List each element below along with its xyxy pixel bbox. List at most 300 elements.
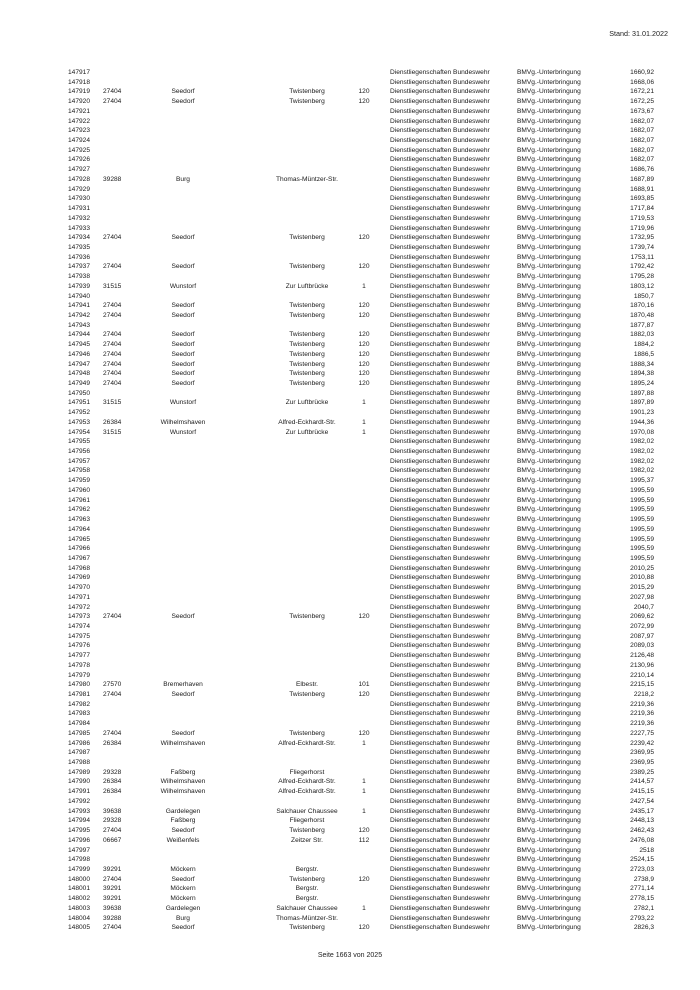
usage-cell: BMVg.-Unterbringung bbox=[517, 156, 581, 164]
area-value-cell: 1682,07 bbox=[630, 146, 654, 154]
table-row bbox=[68, 107, 668, 117]
usage-cell: BMVg.-Unterbringung bbox=[517, 632, 581, 640]
house-number-cell: 1 bbox=[362, 807, 366, 815]
usage-cell: BMVg.-Unterbringung bbox=[517, 661, 581, 669]
area-value-cell: 1870,16 bbox=[630, 302, 654, 310]
table-row bbox=[68, 816, 668, 826]
row-id-cell: 147962 bbox=[68, 506, 91, 514]
property-type-cell: Dienstliegenschaften Bundeswehr bbox=[390, 195, 490, 203]
property-type-cell: Dienstliegenschaften Bundeswehr bbox=[390, 448, 490, 456]
area-value-cell: 2782,1 bbox=[633, 904, 654, 912]
usage-cell: BMVg.-Unterbringung bbox=[517, 856, 581, 864]
usage-cell: BMVg.-Unterbringung bbox=[517, 302, 581, 310]
area-value-cell: 1795,28 bbox=[630, 273, 654, 281]
row-id-cell: 147948 bbox=[68, 370, 91, 378]
street-cell: Salchauer Chaussee bbox=[276, 904, 338, 912]
city-cell: Bremerhaven bbox=[163, 681, 203, 689]
usage-cell: BMVg.-Unterbringung bbox=[517, 593, 581, 601]
table-row bbox=[68, 340, 668, 350]
row-id-cell: 147972 bbox=[68, 603, 91, 611]
usage-cell: BMVg.-Unterbringung bbox=[517, 214, 581, 222]
usage-cell: BMVg.-Unterbringung bbox=[517, 797, 581, 805]
house-number-cell: 120 bbox=[358, 263, 370, 271]
postal-code-cell: 27404 bbox=[103, 341, 122, 349]
table-row bbox=[68, 418, 668, 428]
area-value-cell: 1672,21 bbox=[630, 88, 654, 96]
area-value-cell: 1686,76 bbox=[630, 166, 654, 174]
usage-cell: BMVg.-Unterbringung bbox=[517, 817, 581, 825]
property-type-cell: Dienstliegenschaften Bundeswehr bbox=[390, 438, 490, 446]
row-id-cell: 147930 bbox=[68, 195, 91, 203]
area-value-cell: 1668,06 bbox=[630, 78, 654, 86]
usage-cell: BMVg.-Unterbringung bbox=[517, 720, 581, 728]
property-type-cell: Dienstliegenschaften Bundeswehr bbox=[390, 554, 490, 562]
table-row bbox=[68, 165, 668, 175]
street-cell: Bergstr. bbox=[295, 865, 319, 873]
table-row bbox=[68, 904, 668, 914]
area-value-cell: 1995,59 bbox=[630, 516, 654, 524]
house-number-cell: 120 bbox=[358, 350, 370, 358]
street-cell: Twistenberg bbox=[289, 360, 325, 368]
row-id-cell: 147977 bbox=[68, 652, 91, 660]
street-cell: Thomas-Müntzer-Str. bbox=[276, 175, 338, 183]
area-value-cell: 2015,29 bbox=[630, 584, 654, 592]
property-type-cell: Dienstliegenschaften Bundeswehr bbox=[390, 224, 490, 232]
property-type-cell: Dienstliegenschaften Bundeswehr bbox=[390, 88, 490, 96]
row-id-cell: 147939 bbox=[68, 282, 91, 290]
city-cell: Seedorf bbox=[171, 827, 195, 835]
usage-cell: BMVg.-Unterbringung bbox=[517, 234, 581, 242]
table-row bbox=[68, 253, 668, 263]
area-value-cell: 1897,89 bbox=[630, 399, 654, 407]
property-type-cell: Dienstliegenschaften Bundeswehr bbox=[390, 836, 490, 844]
usage-cell: BMVg.-Unterbringung bbox=[517, 535, 581, 543]
city-cell: Möckern bbox=[170, 885, 196, 893]
row-id-cell: 147929 bbox=[68, 185, 91, 193]
area-value-cell: 2087,97 bbox=[630, 632, 654, 640]
city-cell: Seedorf bbox=[171, 350, 195, 358]
usage-cell: BMVg.-Unterbringung bbox=[517, 341, 581, 349]
usage-cell: BMVg.-Unterbringung bbox=[517, 166, 581, 174]
table-row bbox=[68, 476, 668, 486]
usage-cell: BMVg.-Unterbringung bbox=[517, 788, 581, 796]
property-type-cell: Dienstliegenschaften Bundeswehr bbox=[390, 243, 490, 251]
usage-cell: BMVg.-Unterbringung bbox=[517, 311, 581, 319]
area-value-cell: 1995,59 bbox=[630, 506, 654, 514]
usage-cell: BMVg.-Unterbringung bbox=[517, 836, 581, 844]
property-type-cell: Dienstliegenschaften Bundeswehr bbox=[390, 875, 490, 883]
usage-cell: BMVg.-Unterbringung bbox=[517, 467, 581, 475]
city-cell: Seedorf bbox=[171, 88, 195, 96]
area-value-cell: 1682,07 bbox=[630, 117, 654, 125]
table-row bbox=[68, 311, 668, 321]
property-type-cell: Dienstliegenschaften Bundeswehr bbox=[390, 584, 490, 592]
property-type-cell: Dienstliegenschaften Bundeswehr bbox=[390, 564, 490, 572]
house-number-cell: 120 bbox=[358, 311, 370, 319]
usage-cell: BMVg.-Unterbringung bbox=[517, 496, 581, 504]
property-type-cell: Dienstliegenschaften Bundeswehr bbox=[390, 98, 490, 106]
usage-cell: BMVg.-Unterbringung bbox=[517, 681, 581, 689]
postal-code-cell: 06667 bbox=[103, 836, 122, 844]
city-cell: Wunstorf bbox=[169, 282, 197, 290]
property-type-cell: Dienstliegenschaften Bundeswehr bbox=[390, 205, 490, 213]
area-value-cell: 2219,36 bbox=[630, 720, 654, 728]
area-value-cell: 1897,88 bbox=[630, 389, 654, 397]
property-type-cell: Dienstliegenschaften Bundeswehr bbox=[390, 622, 490, 630]
table-row bbox=[68, 700, 668, 710]
postal-code-cell: 27404 bbox=[103, 350, 122, 358]
property-type-cell: Dienstliegenschaften Bundeswehr bbox=[390, 778, 490, 786]
row-id-cell: 147934 bbox=[68, 234, 91, 242]
street-cell: Bergstr. bbox=[295, 895, 319, 903]
postal-code-cell: 26384 bbox=[103, 739, 122, 747]
table-row bbox=[68, 875, 668, 885]
city-cell: Seedorf bbox=[171, 613, 195, 621]
postal-code-cell: 26384 bbox=[103, 788, 122, 796]
area-value-cell: 2369,95 bbox=[630, 759, 654, 767]
table-row bbox=[68, 126, 668, 136]
usage-cell: BMVg.-Unterbringung bbox=[517, 69, 581, 76]
property-type-cell: Dienstliegenschaften Bundeswehr bbox=[390, 506, 490, 514]
row-id-cell: 147974 bbox=[68, 622, 91, 630]
house-number-cell: 120 bbox=[358, 924, 370, 932]
usage-cell: BMVg.-Unterbringung bbox=[517, 438, 581, 446]
usage-cell: BMVg.-Unterbringung bbox=[517, 700, 581, 708]
usage-cell: BMVg.-Unterbringung bbox=[517, 282, 581, 290]
table-row bbox=[68, 398, 668, 408]
usage-cell: BMVg.-Unterbringung bbox=[517, 904, 581, 912]
row-id-cell: 147955 bbox=[68, 438, 91, 446]
postal-code-cell: 26384 bbox=[103, 778, 122, 786]
postal-code-cell: 31515 bbox=[103, 399, 122, 407]
usage-cell: BMVg.-Unterbringung bbox=[517, 622, 581, 630]
table-row bbox=[68, 437, 668, 447]
table-row bbox=[68, 709, 668, 719]
area-value-cell: 2369,95 bbox=[630, 749, 654, 757]
usage-cell: BMVg.-Unterbringung bbox=[517, 652, 581, 660]
table-row bbox=[68, 894, 668, 904]
postal-code-cell: 39638 bbox=[103, 807, 122, 815]
area-value-cell: 1753,11 bbox=[630, 253, 654, 261]
row-id-cell: 147942 bbox=[68, 311, 91, 319]
postal-code-cell: 27404 bbox=[103, 827, 122, 835]
area-value-cell: 2389,25 bbox=[630, 768, 654, 776]
house-number-cell: 120 bbox=[358, 613, 370, 621]
table-row bbox=[68, 204, 668, 214]
table-row bbox=[68, 350, 668, 360]
area-value-cell: 1688,91 bbox=[630, 185, 654, 193]
property-type-cell: Dienstliegenschaften Bundeswehr bbox=[390, 127, 490, 135]
table-row bbox=[68, 544, 668, 554]
city-cell: Seedorf bbox=[171, 370, 195, 378]
row-id-cell: 147991 bbox=[68, 788, 91, 796]
area-value-cell: 2219,36 bbox=[630, 700, 654, 708]
row-id-cell: 147982 bbox=[68, 700, 91, 708]
street-cell: Alfred-Eckhardt-Str. bbox=[278, 739, 336, 747]
area-value-cell: 2219,36 bbox=[630, 710, 654, 718]
row-id-cell: 147989 bbox=[68, 768, 91, 776]
postal-code-cell: 27404 bbox=[103, 263, 122, 271]
table-row bbox=[68, 496, 668, 506]
usage-cell: BMVg.-Unterbringung bbox=[517, 263, 581, 271]
usage-cell: BMVg.-Unterbringung bbox=[517, 807, 581, 815]
row-id-cell: 147933 bbox=[68, 224, 91, 232]
area-value-cell: 1739,74 bbox=[630, 243, 654, 251]
property-type-cell: Dienstliegenschaften Bundeswehr bbox=[390, 914, 490, 922]
area-value-cell: 2778,15 bbox=[630, 895, 654, 903]
area-value-cell: 2414,57 bbox=[630, 778, 654, 786]
table-row bbox=[68, 505, 668, 515]
table-row bbox=[68, 360, 668, 370]
property-type-cell: Dienstliegenschaften Bundeswehr bbox=[390, 545, 490, 553]
row-id-cell: 147950 bbox=[68, 389, 91, 397]
property-type-cell: Dienstliegenschaften Bundeswehr bbox=[390, 302, 490, 310]
row-id-cell: 147922 bbox=[68, 117, 91, 125]
usage-cell: BMVg.-Unterbringung bbox=[517, 729, 581, 737]
house-number-cell: 1 bbox=[362, 282, 366, 290]
property-type-cell: Dienstliegenschaften Bundeswehr bbox=[390, 78, 490, 86]
street-cell: Twistenberg bbox=[289, 827, 325, 835]
area-value-cell: 1719,96 bbox=[630, 224, 654, 232]
street-cell: Twistenberg bbox=[289, 350, 325, 358]
usage-cell: BMVg.-Unterbringung bbox=[517, 127, 581, 135]
table-row bbox=[68, 564, 668, 574]
table-row bbox=[68, 224, 668, 234]
table-row bbox=[68, 777, 668, 787]
city-cell: Seedorf bbox=[171, 234, 195, 242]
row-id-cell: 147937 bbox=[68, 263, 91, 271]
property-type-cell: Dienstliegenschaften Bundeswehr bbox=[390, 700, 490, 708]
usage-cell: BMVg.-Unterbringung bbox=[517, 137, 581, 145]
row-id-cell: 147965 bbox=[68, 535, 91, 543]
row-id-cell: 147924 bbox=[68, 137, 91, 145]
usage-cell: BMVg.-Unterbringung bbox=[517, 175, 581, 183]
table-row bbox=[68, 641, 668, 651]
row-id-cell: 147946 bbox=[68, 350, 91, 358]
row-id-cell: 147935 bbox=[68, 243, 91, 251]
property-type-cell: Dienstliegenschaften Bundeswehr bbox=[390, 768, 490, 776]
property-type-cell: Dienstliegenschaften Bundeswehr bbox=[390, 720, 490, 728]
city-cell: Seedorf bbox=[171, 331, 195, 339]
property-type-cell: Dienstliegenschaften Bundeswehr bbox=[390, 360, 490, 368]
property-type-cell: Dienstliegenschaften Bundeswehr bbox=[390, 273, 490, 281]
table-row bbox=[68, 661, 668, 671]
area-value-cell: 2210,14 bbox=[630, 671, 654, 679]
usage-cell: BMVg.-Unterbringung bbox=[517, 564, 581, 572]
city-cell: Faßberg bbox=[170, 768, 196, 776]
area-value-cell: 1970,08 bbox=[630, 428, 654, 436]
property-type-cell: Dienstliegenschaften Bundeswehr bbox=[390, 846, 490, 854]
row-id-cell: 147943 bbox=[68, 321, 91, 329]
city-cell: Seedorf bbox=[171, 729, 195, 737]
row-id-cell: 148003 bbox=[68, 904, 91, 912]
table-row bbox=[68, 787, 668, 797]
postal-code-cell: 39288 bbox=[103, 175, 122, 183]
house-number-cell: 120 bbox=[358, 875, 370, 883]
house-number-cell: 120 bbox=[358, 691, 370, 698]
table-row bbox=[68, 797, 668, 807]
area-value-cell: 1995,59 bbox=[630, 525, 654, 533]
row-id-cell: 147923 bbox=[68, 127, 91, 135]
house-number-cell: 120 bbox=[358, 380, 370, 387]
row-id-cell: 147979 bbox=[68, 671, 91, 679]
property-type-cell: Dienstliegenschaften Bundeswehr bbox=[390, 885, 490, 893]
row-id-cell: 147926 bbox=[68, 156, 91, 164]
area-value-cell: 1672,25 bbox=[630, 98, 654, 106]
postal-code-cell: 27404 bbox=[103, 875, 122, 883]
city-cell: Seedorf bbox=[171, 875, 195, 883]
city-cell: Wilhelmshaven bbox=[160, 739, 206, 747]
table-row bbox=[68, 632, 668, 642]
row-id-cell: 147992 bbox=[68, 797, 91, 805]
table-row bbox=[68, 272, 668, 282]
property-type-cell: Dienstliegenschaften Bundeswehr bbox=[390, 807, 490, 815]
usage-cell: BMVg.-Unterbringung bbox=[517, 205, 581, 213]
table-row bbox=[68, 914, 668, 924]
row-id-cell: 147945 bbox=[68, 341, 91, 349]
row-id-cell: 147963 bbox=[68, 516, 91, 524]
table-row bbox=[68, 807, 668, 817]
city-cell: Burg bbox=[176, 175, 190, 183]
postal-code-cell: 27404 bbox=[103, 234, 122, 242]
row-id-cell: 147998 bbox=[68, 856, 91, 864]
usage-cell: BMVg.-Unterbringung bbox=[517, 574, 581, 582]
house-number-cell: 120 bbox=[358, 370, 370, 378]
postal-code-cell: 39291 bbox=[103, 865, 122, 873]
property-type-cell: Dienstliegenschaften Bundeswehr bbox=[390, 370, 490, 378]
area-value-cell: 1732,95 bbox=[630, 234, 654, 242]
row-id-cell: 147941 bbox=[68, 302, 91, 310]
street-cell: Fliegerhorst bbox=[289, 768, 325, 776]
street-cell: Zeitzer Str. bbox=[291, 836, 323, 844]
row-id-cell: 147980 bbox=[68, 681, 91, 689]
house-number-cell: 120 bbox=[358, 302, 370, 310]
street-cell: Twistenberg bbox=[289, 613, 325, 621]
house-number-cell: 120 bbox=[358, 360, 370, 368]
usage-cell: BMVg.-Unterbringung bbox=[517, 739, 581, 747]
table-row bbox=[68, 97, 668, 107]
area-value-cell: 1982,02 bbox=[630, 448, 654, 456]
row-id-cell: 147954 bbox=[68, 428, 91, 436]
usage-cell: BMVg.-Unterbringung bbox=[517, 924, 581, 932]
property-type-cell: Dienstliegenschaften Bundeswehr bbox=[390, 282, 490, 290]
row-id-cell: 147947 bbox=[68, 360, 91, 368]
property-type-cell: Dienstliegenschaften Bundeswehr bbox=[390, 817, 490, 825]
street-cell: Twistenberg bbox=[289, 98, 325, 106]
table-row bbox=[68, 836, 668, 846]
row-id-cell: 147997 bbox=[68, 846, 91, 854]
city-cell: Weißenfels bbox=[166, 836, 200, 844]
table-row bbox=[68, 428, 668, 438]
usage-cell: BMVg.-Unterbringung bbox=[517, 253, 581, 261]
postal-code-cell: 27404 bbox=[103, 729, 122, 737]
property-type-cell: Dienstliegenschaften Bundeswehr bbox=[390, 652, 490, 660]
property-type-cell: Dienstliegenschaften Bundeswehr bbox=[390, 311, 490, 319]
table-row bbox=[68, 214, 668, 224]
row-id-cell: 147920 bbox=[68, 98, 91, 106]
row-id-cell: 147956 bbox=[68, 448, 91, 456]
postal-code-cell: 27404 bbox=[103, 380, 122, 387]
postal-code-cell: 27404 bbox=[103, 98, 122, 106]
property-type-cell: Dienstliegenschaften Bundeswehr bbox=[390, 681, 490, 689]
table-row bbox=[68, 758, 668, 768]
property-type-cell: Dienstliegenschaften Bundeswehr bbox=[390, 924, 490, 932]
property-type-cell: Dienstliegenschaften Bundeswehr bbox=[390, 788, 490, 796]
usage-cell: BMVg.-Unterbringung bbox=[517, 525, 581, 533]
row-id-cell: 147996 bbox=[68, 836, 91, 844]
row-id-cell: 147985 bbox=[68, 729, 91, 737]
house-number-cell: 120 bbox=[358, 234, 370, 242]
property-type-cell: Dienstliegenschaften Bundeswehr bbox=[390, 525, 490, 533]
area-value-cell: 2069,62 bbox=[630, 613, 654, 621]
row-id-cell: 147959 bbox=[68, 477, 91, 485]
street-cell: Elbestr. bbox=[296, 681, 318, 689]
property-table bbox=[68, 68, 668, 933]
city-cell: Seedorf bbox=[171, 341, 195, 349]
table-row bbox=[68, 535, 668, 545]
area-value-cell: 2738,9 bbox=[633, 875, 654, 883]
property-type-cell: Dienstliegenschaften Bundeswehr bbox=[390, 865, 490, 873]
usage-cell: BMVg.-Unterbringung bbox=[517, 107, 581, 115]
table-row bbox=[68, 379, 668, 389]
house-number-cell: 120 bbox=[358, 88, 370, 96]
table-row bbox=[68, 117, 668, 127]
area-value-cell: 1673,67 bbox=[630, 107, 654, 115]
property-type-cell: Dienstliegenschaften Bundeswehr bbox=[390, 613, 490, 621]
row-id-cell: 147964 bbox=[68, 525, 91, 533]
table-row bbox=[68, 671, 668, 681]
table-row bbox=[68, 175, 668, 185]
area-value-cell: 1877,87 bbox=[630, 321, 654, 329]
area-value-cell: 2427,54 bbox=[630, 797, 654, 805]
table-row bbox=[68, 466, 668, 476]
table-row bbox=[68, 826, 668, 836]
postal-code-cell: 39291 bbox=[103, 895, 122, 903]
area-value-cell: 1982,02 bbox=[630, 467, 654, 475]
row-id-cell: 147957 bbox=[68, 457, 91, 465]
postal-code-cell: 27404 bbox=[103, 691, 122, 698]
usage-cell: BMVg.-Unterbringung bbox=[517, 759, 581, 767]
area-value-cell: 1882,03 bbox=[630, 331, 654, 339]
row-id-cell: 147983 bbox=[68, 710, 91, 718]
property-type-cell: Dienstliegenschaften Bundeswehr bbox=[390, 253, 490, 261]
row-id-cell: 147968 bbox=[68, 564, 91, 572]
table-row bbox=[68, 68, 668, 78]
house-number-cell: 1 bbox=[362, 778, 366, 786]
area-value-cell: 1682,07 bbox=[630, 137, 654, 145]
row-id-cell: 147981 bbox=[68, 691, 91, 698]
property-type-cell: Dienstliegenschaften Bundeswehr bbox=[390, 175, 490, 183]
usage-cell: BMVg.-Unterbringung bbox=[517, 331, 581, 339]
row-id-cell: 147925 bbox=[68, 146, 91, 154]
row-id-cell: 147976 bbox=[68, 642, 91, 650]
area-value-cell: 2826,3 bbox=[633, 924, 654, 932]
street-cell: Twistenberg bbox=[289, 88, 325, 96]
city-cell: Seedorf bbox=[171, 311, 195, 319]
area-value-cell: 1888,34 bbox=[630, 360, 654, 368]
property-type-cell: Dienstliegenschaften Bundeswehr bbox=[390, 593, 490, 601]
area-value-cell: 1995,59 bbox=[630, 535, 654, 543]
table-row bbox=[68, 447, 668, 457]
street-cell: Zur Luftbrücke bbox=[285, 282, 329, 290]
usage-cell: BMVg.-Unterbringung bbox=[517, 399, 581, 407]
table-row bbox=[68, 389, 668, 399]
property-type-cell: Dienstliegenschaften Bundeswehr bbox=[390, 399, 490, 407]
city-cell: Wilhelmshaven bbox=[160, 418, 206, 426]
area-value-cell: 1792,42 bbox=[630, 263, 654, 271]
usage-cell: BMVg.-Unterbringung bbox=[517, 273, 581, 281]
area-value-cell: 1995,59 bbox=[630, 554, 654, 562]
